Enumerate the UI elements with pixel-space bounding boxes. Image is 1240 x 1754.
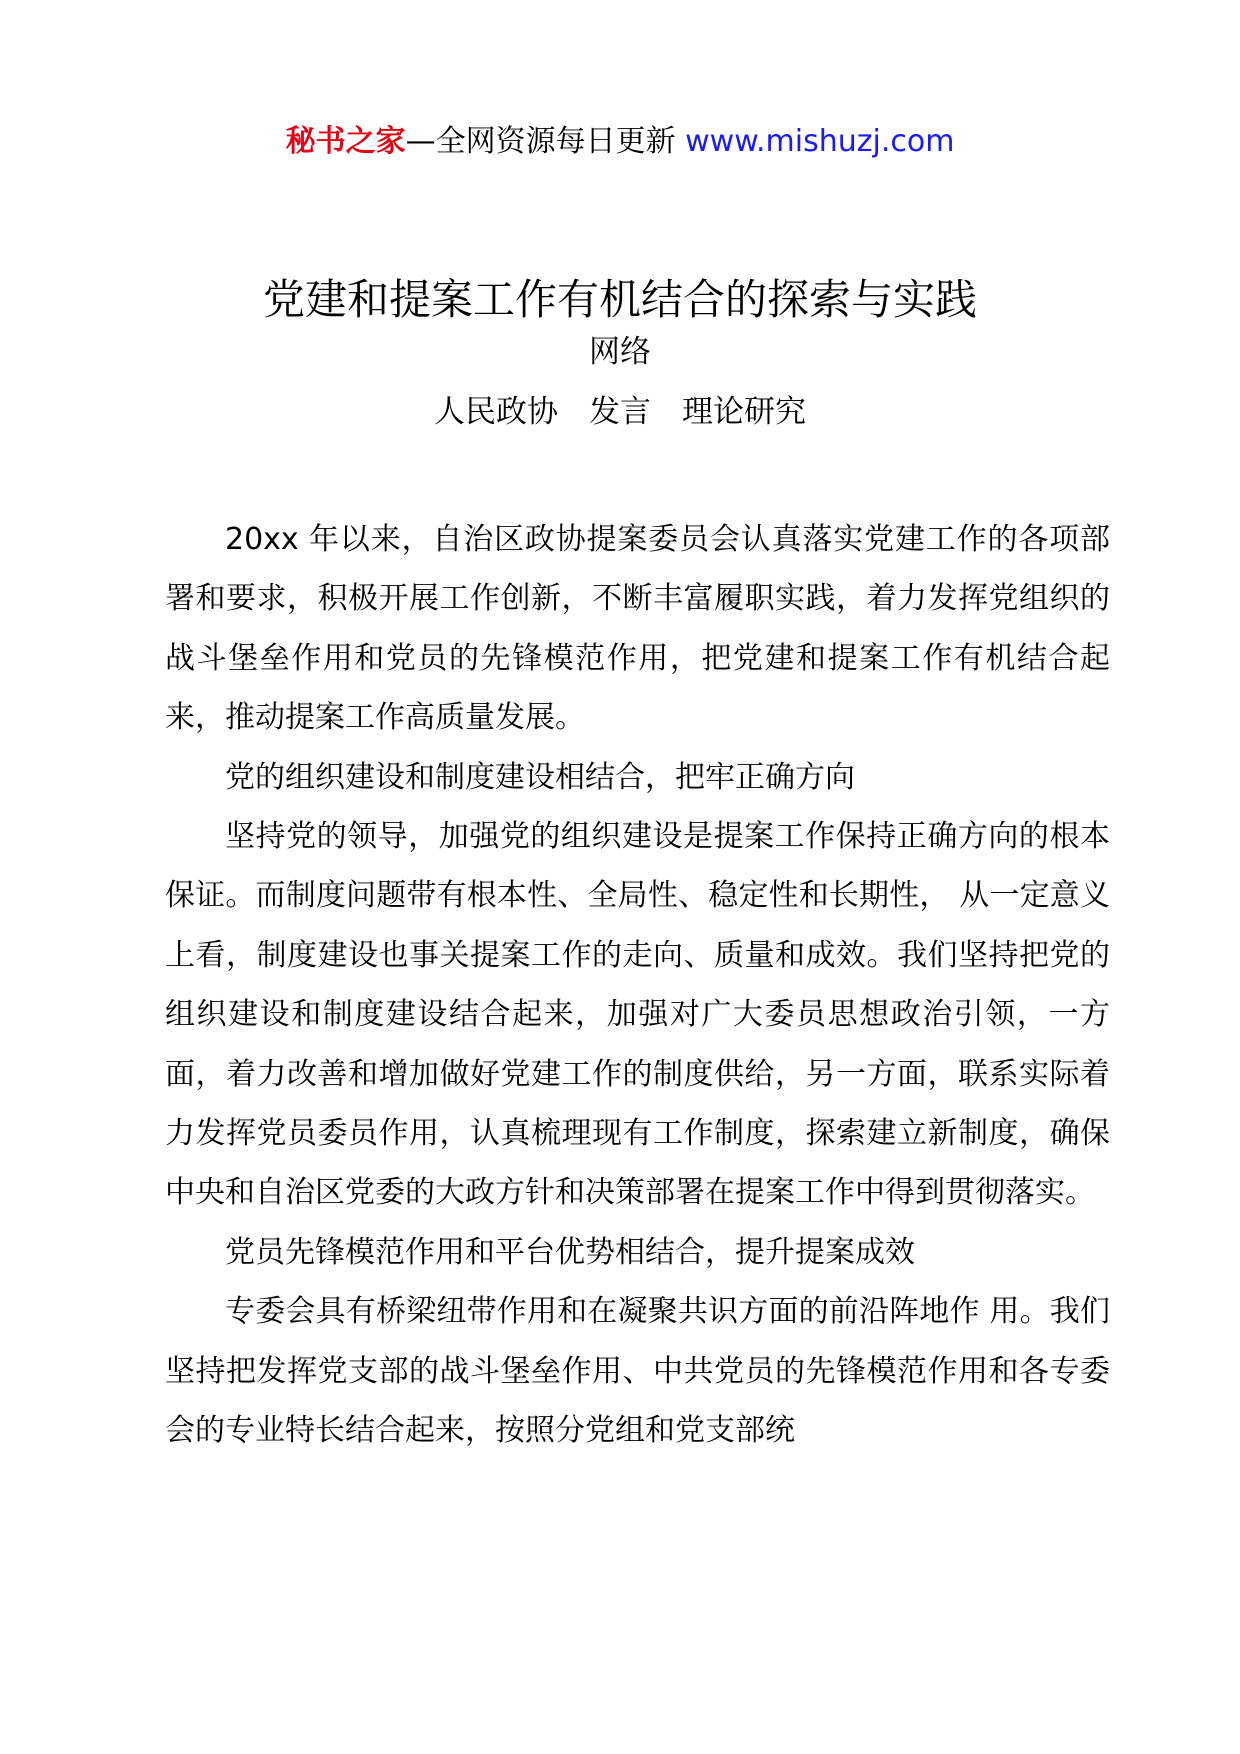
document-source: 网络: [589, 334, 651, 370]
document-tags: 人民政协 发言 理论研究: [434, 394, 806, 430]
banner-tagline: —全网资源每日更新: [405, 124, 686, 159]
paragraph: 坚持党的领导，加强党的组织建设是提案工作保持正确方向的根本保证。而制度问题带有根本性、全局性、稳定性和长期性， 从一定意义上看，制度建设也事关提案工作的走向、质量和成效。我们坚持把党的组织建设和制度建设结合起来，加强对广大委员思想政治引领，一方面，着力改善和增加做好党建工作的制度供给，另一方面，联系实际着力发挥党员委员作用，认真梳理现有工作制度，探索建立新制度，确保中央和自治区党委的大政方针和决策部署在提案工作中得到贯彻落实。: [165, 819, 1110, 1211]
paragraph: 专委会具有桥梁纽带作用和在凝聚共识方面的前沿阵地作 用。我们坚持把发挥党支部的战斗堡垒作用、中共党员的先锋模范作用和各专委会的专业特长结合起来，按照分党组和党支部统: [165, 1294, 1110, 1449]
document-title: 党建和提案工作有机结合的探索与实践: [262, 275, 977, 324]
site-banner: [0, 122, 1240, 162]
paragraph: 20xx 年以来，自治区政协提案委员会认真落实党建工作的各项部署和要求，积极开展工作创新，不断丰富履职实践，着力发挥党组织的战斗堡垒作用和党员的先锋模范作用，把党建和提案工作有机结合起来，推动提案工作高质量发展。: [165, 522, 1110, 736]
site-url-link[interactable]: www.mishuzj.com: [685, 124, 955, 159]
section-heading: 党员先锋模范作用和平台优势相结合，提升提案成效: [225, 1234, 915, 1270]
document-body: [165, 510, 1110, 1461]
brand-name: 秘书之家: [285, 124, 406, 159]
section-heading: 党的组织建设和制度建设相结合，把牢正确方向: [225, 759, 855, 795]
